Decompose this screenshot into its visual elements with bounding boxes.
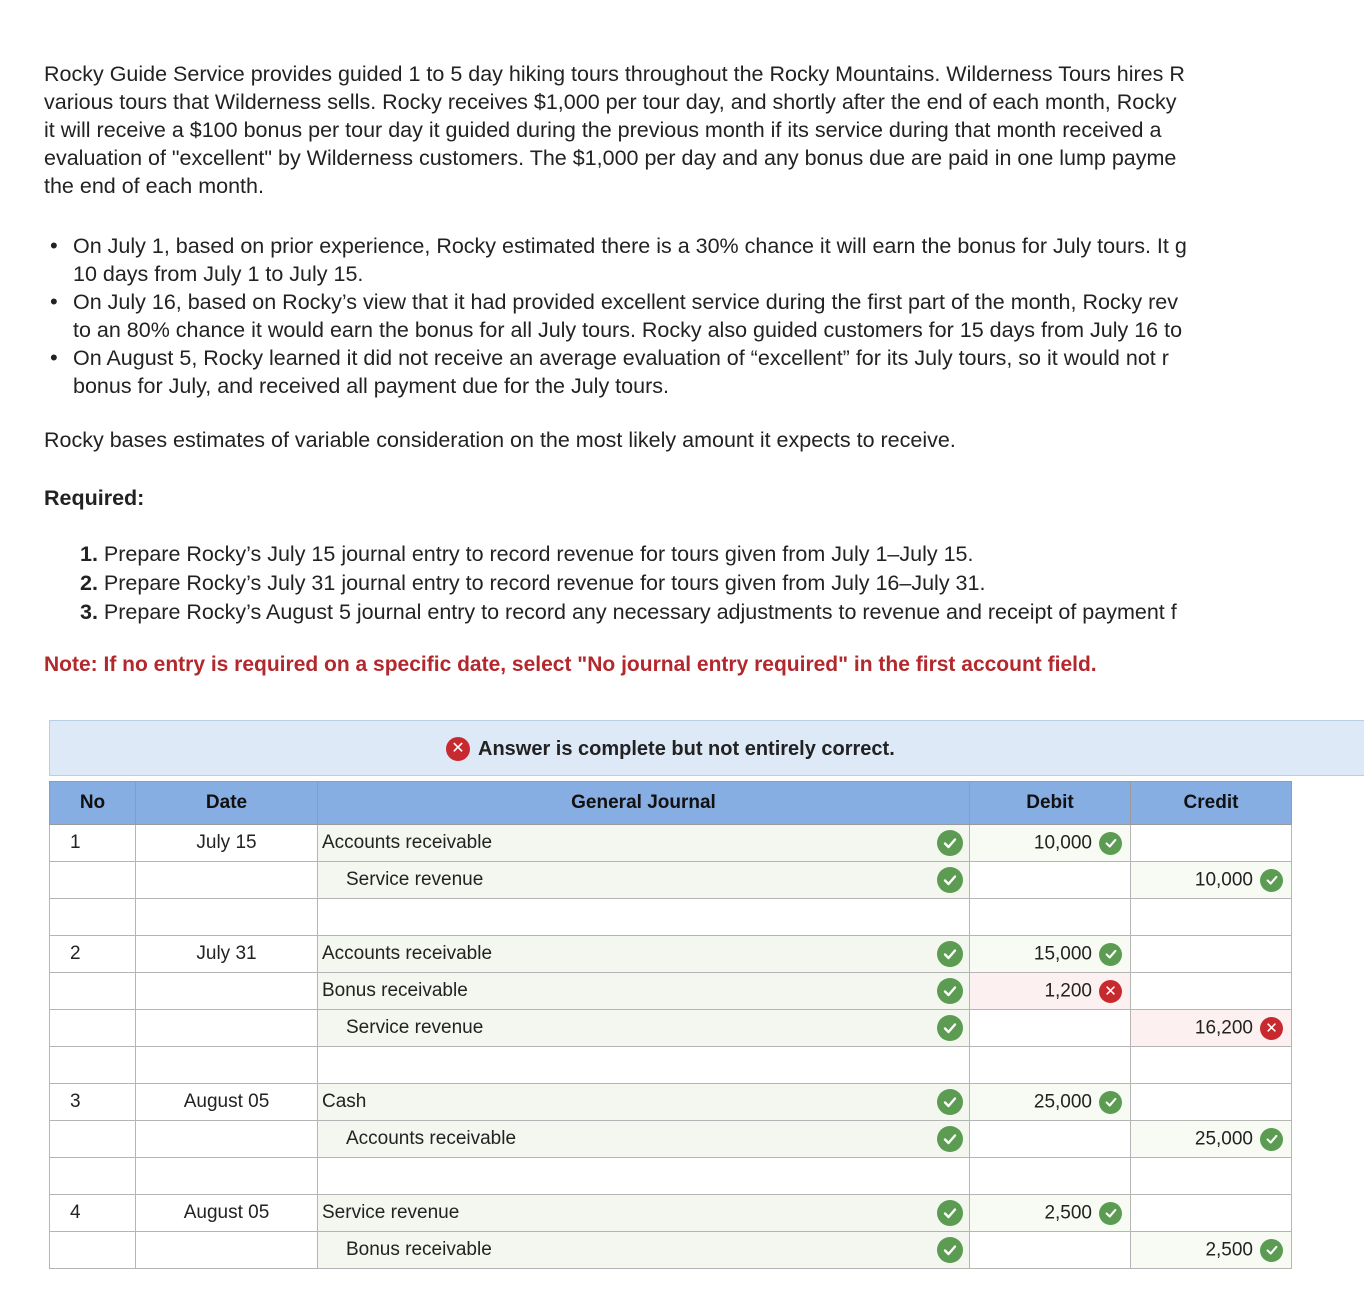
debit-field[interactable] [970, 1084, 1131, 1121]
account-field[interactable] [318, 936, 970, 973]
requirement-text: Prepare Rocky’s July 31 journal entry to record revenue for tours given from July 16–July 31. [97, 571, 986, 595]
debit-field[interactable] [970, 936, 1131, 973]
fact-line: bonus for July, and received all payment due for the July tours. [73, 374, 669, 398]
intro-line: Rocky Guide Service provides guided 1 to 5 day hiking tours throughout the Rocky Mountains. Wilderness Tours hires R [44, 62, 1185, 86]
x-icon: ✕ [1099, 980, 1122, 1003]
table-row [50, 1232, 1292, 1269]
check-icon [1260, 1239, 1283, 1262]
table-row [50, 825, 1292, 862]
check-icon [1099, 832, 1122, 855]
credit-field[interactable] [1131, 1195, 1292, 1232]
account-field[interactable] [318, 1010, 970, 1047]
entry-number [50, 1232, 136, 1269]
account-field[interactable] [318, 1121, 970, 1158]
credit-field[interactable] [1131, 1047, 1292, 1084]
account-field[interactable] [318, 1158, 970, 1195]
credit-field[interactable] [1131, 973, 1292, 1010]
column-header-debit: Debit [970, 782, 1131, 825]
entry-date [136, 1158, 318, 1195]
fact-line: • On July 1, based on prior experience, Rocky estimated there is a 30% chance it will earn the bonus for July tours. It g [73, 234, 1187, 258]
account-name: Bonus receivable [322, 980, 468, 1001]
table-row [50, 1084, 1292, 1121]
intro-paragraph [44, 60, 1364, 200]
entry-number: 1 [50, 825, 136, 862]
fact-line: to an 80% chance it would earn the bonus for all July tours. Rocky also guided customers for 15 days from July 16 to [73, 318, 1183, 342]
account-field[interactable] [318, 1084, 970, 1121]
debit-field[interactable] [970, 1047, 1131, 1084]
table-row [50, 973, 1292, 1010]
fact-line: • On August 5, Rocky learned it did not receive an average evaluation of “excellent” for its July tours, so it would not r [73, 346, 1169, 370]
check-icon [937, 1200, 963, 1226]
account-name: Accounts receivable [322, 943, 493, 964]
account-name: Bonus receivable [346, 1239, 492, 1260]
table-row [50, 899, 1292, 936]
check-icon [937, 1089, 963, 1115]
check-icon [1260, 869, 1283, 892]
amount-value: 1,200 [1044, 980, 1092, 1001]
entry-number [50, 973, 136, 1010]
x-icon: ✕ [446, 737, 470, 761]
journal-body [50, 825, 1292, 1269]
account-name: Accounts receivable [346, 1128, 517, 1149]
entry-date: July 31 [136, 936, 318, 973]
debit-field[interactable] [970, 973, 1131, 1010]
table-row [50, 936, 1292, 973]
check-icon [937, 830, 963, 856]
amount-value: 15,000 [1033, 943, 1092, 964]
credit-field[interactable] [1131, 862, 1292, 899]
amount-value: 25,000 [1033, 1091, 1092, 1112]
intro-line: various tours that Wilderness sells. Rocky receives $1,000 per tour day, and shortly after the end of each month, Rocky [44, 90, 1177, 114]
credit-field[interactable] [1131, 899, 1292, 936]
entry-date [136, 862, 318, 899]
entry-date: August 05 [136, 1195, 318, 1232]
requirements-list [80, 540, 1364, 627]
check-icon [937, 867, 963, 893]
account-field[interactable] [318, 973, 970, 1010]
entry-date [136, 1047, 318, 1084]
check-icon [937, 941, 963, 967]
debit-field[interactable] [970, 1158, 1131, 1195]
entry-date [136, 899, 318, 936]
entry-number [50, 899, 136, 936]
fact-item [44, 344, 1364, 400]
entry-number [50, 1047, 136, 1084]
entry-date: July 15 [136, 825, 318, 862]
debit-field[interactable] [970, 1010, 1131, 1047]
entry-date: August 05 [136, 1084, 318, 1121]
entry-number: 2 [50, 936, 136, 973]
account-field[interactable] [318, 1195, 970, 1232]
fact-item [44, 288, 1364, 344]
account-name: Service revenue [322, 1202, 460, 1223]
entry-number [50, 1121, 136, 1158]
variable-consideration-note: Rocky bases estimates of variable consideration on the most likely amount it expects to receive. [44, 428, 956, 452]
table-row [50, 1158, 1292, 1195]
entry-number: 3 [50, 1084, 136, 1121]
entry-number [50, 1010, 136, 1047]
requirement-number: 3. [80, 600, 98, 624]
credit-field[interactable] [1131, 825, 1292, 862]
check-icon [1260, 1128, 1283, 1151]
entry-number: 4 [50, 1195, 136, 1232]
facts-list [44, 232, 1364, 400]
requirement-item [80, 540, 1364, 569]
credit-field[interactable] [1131, 1232, 1292, 1269]
amount-value: 25,000 [1194, 1128, 1253, 1149]
credit-field[interactable] [1131, 1121, 1292, 1158]
amount-value: 10,000 [1194, 869, 1253, 890]
account-name: Service revenue [346, 1017, 484, 1038]
account-field[interactable] [318, 1047, 970, 1084]
column-header-general-journal: General Journal [318, 782, 970, 825]
entry-date [136, 1121, 318, 1158]
account-field[interactable] [318, 1232, 970, 1269]
amount-value: 2,500 [1044, 1202, 1092, 1223]
account-name: Accounts receivable [322, 832, 493, 853]
debit-field[interactable] [970, 899, 1131, 936]
debit-field[interactable] [970, 1195, 1131, 1232]
account-field[interactable] [318, 899, 970, 936]
check-icon [937, 1126, 963, 1152]
entry-date [136, 973, 318, 1010]
column-header-date: Date [136, 782, 318, 825]
credit-field[interactable] [1131, 1084, 1292, 1121]
requirement-item [80, 569, 1364, 598]
check-icon [937, 978, 963, 1004]
debit-field[interactable] [970, 825, 1131, 862]
debit-field[interactable] [970, 862, 1131, 899]
amount-value: 16,200 [1194, 1017, 1253, 1038]
credit-field[interactable] [1131, 936, 1292, 973]
journal-table [49, 781, 1292, 1269]
column-header-credit: Credit [1131, 782, 1292, 825]
table-row [50, 1195, 1292, 1232]
check-icon [1099, 1091, 1122, 1114]
table-row [50, 1121, 1292, 1158]
fact-line: 10 days from July 1 to July 15. [73, 262, 364, 286]
amount-value: 10,000 [1033, 832, 1092, 853]
table-row [50, 862, 1292, 899]
answer-status-banner [49, 720, 1364, 776]
credit-field[interactable] [1131, 1010, 1292, 1047]
intro-line: the end of each month. [44, 174, 264, 198]
fact-line: • On July 16, based on Rocky’s view that it had provided excellent service during the first part of the month, Rocky rev [73, 290, 1179, 314]
requirement-text: Prepare Rocky’s August 5 journal entry to record any necessary adjustments to revenue and receipt of payment f [97, 600, 1177, 624]
check-icon [937, 1237, 963, 1263]
entry-number [50, 1158, 136, 1195]
x-icon: ✕ [1260, 1017, 1283, 1040]
entry-date [136, 1010, 318, 1047]
requirement-item [80, 598, 1364, 627]
fact-item [44, 232, 1364, 288]
entry-date [136, 1232, 318, 1269]
table-header-row [50, 782, 1292, 825]
debit-field[interactable] [970, 1232, 1131, 1269]
amount-value: 2,500 [1205, 1239, 1253, 1260]
table-row [50, 1010, 1292, 1047]
intro-line: evaluation of "excellent" by Wilderness customers. The $1,000 per day and any bonus due are paid in one lump payme [44, 146, 1177, 170]
instruction-note: Note: If no entry is required on a specific date, select "No journal entry required" in the first account field. [44, 653, 1097, 676]
check-icon [937, 1015, 963, 1041]
account-field[interactable] [318, 825, 970, 862]
table-row [50, 1047, 1292, 1084]
required-heading: Required: [44, 486, 145, 510]
check-icon [1099, 1202, 1122, 1225]
requirement-number: 2. [80, 571, 98, 595]
account-name: Service revenue [346, 869, 484, 890]
column-header-no: No [50, 782, 136, 825]
requirement-number: 1. [80, 542, 98, 566]
check-icon [1099, 943, 1122, 966]
account-name: Cash [322, 1091, 367, 1112]
debit-field[interactable] [970, 1121, 1131, 1158]
intro-line: it will receive a $100 bonus per tour day it guided during the previous month if its service during that month received a [44, 118, 1162, 142]
answer-status-text: Answer is complete but not entirely correct. [478, 737, 895, 760]
requirement-text: Prepare Rocky’s July 15 journal entry to record revenue for tours given from July 1–July 15. [97, 542, 974, 566]
account-field[interactable] [318, 862, 970, 899]
credit-field[interactable] [1131, 1158, 1292, 1195]
entry-number [50, 862, 136, 899]
